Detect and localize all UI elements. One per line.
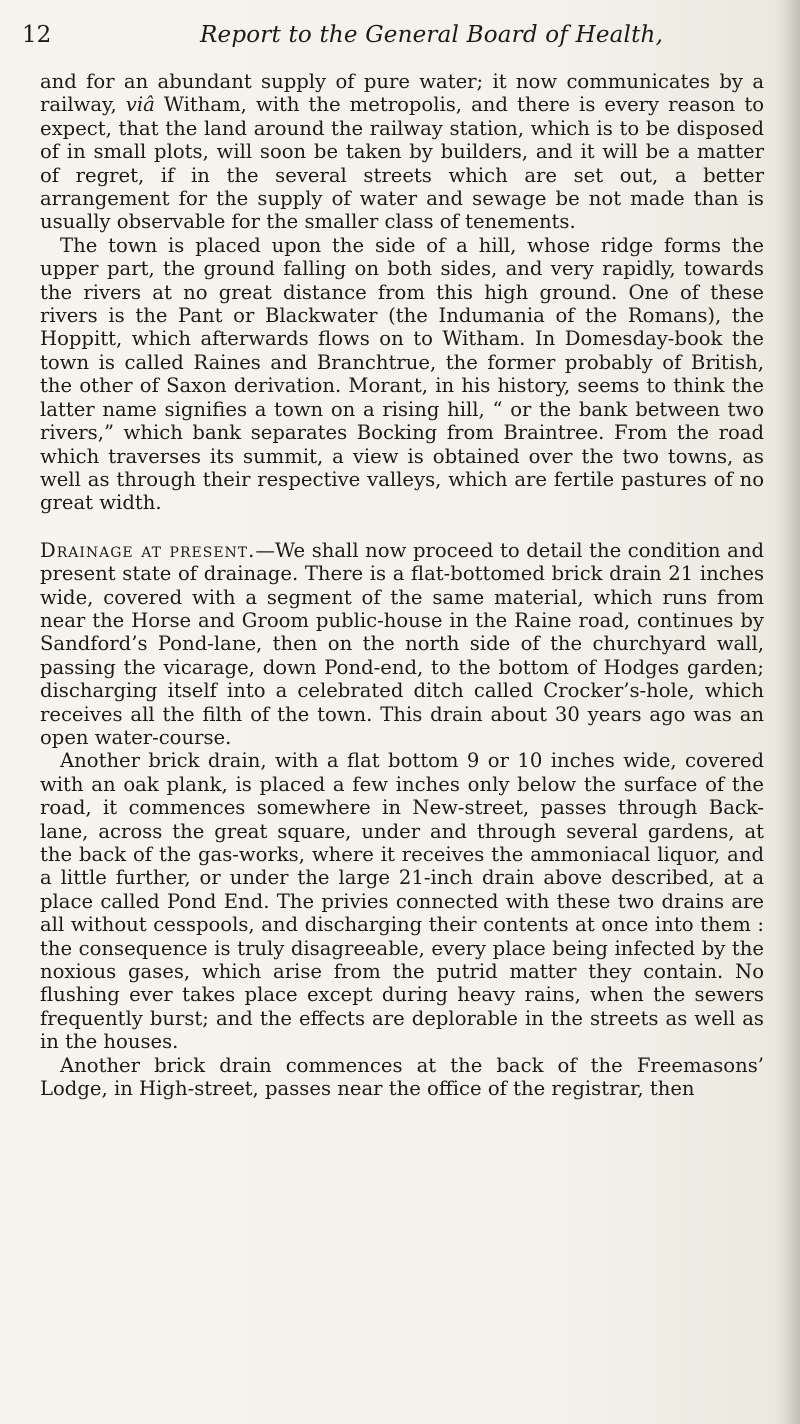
section-gap [40,515,764,539]
paragraph-1-text-b: Witham, with the metropolis, and there is every reason to expect, that the land around the railway station, which is to be disposed of in small plots, will soon be taken by builders, and it will be a matter of regret, if in the several streets which are set out, a better arrangement for the supply of water and sewage be not made than is usually observable for the smaller class of tenements. [40,93,764,234]
paragraph-3-text: —We shall now proceed to detail the condition and present state of drainage. There is a flat-bottomed brick drain 21 inches wide, covered with a segment of the same material, which runs from near the Horse and Groom public-house in the Raine road, continues by Sandford’s Pond-lane, then on the north side of the churchyard wall, passing the vicarage, down Pond-end, to the bottom of Hodges garden; discharging itself into a celebrated ditch called Crocker’s-hole, which receives all the filth of the town. This drain about 30 years ago was an open water-course. [40,538,764,749]
page-header [22,6,782,48]
paragraph-1-italic: viâ [125,93,155,117]
paragraph-2: The town is placed upon the side of a hill, whose ridge forms the upper part, the ground falling on both sides, and very rapidly, towards the rivers at no great distance from this high ground. One of these rivers is the Pant or Blackwater (the Indumania of the Romans), the Hoppitt, which afterwards flows on to Witham. In Domesday-book the town is called Raines and Branchtrue, the former probably of British, the other of Saxon derivation. Morant, in his history, seems to think the latter name signifies a town on a rising hill, “ or the bank between two rivers,” which bank separates Bocking from Braintree. From the road which traverses its summit, a view is obtained over the two towns, as well as through their respective valleys, which are fertile pastures of no great width. [40,233,764,515]
running-head: Report to the General Board of Health, [200,22,664,48]
body-text [40,70,764,1100]
page-number: 12 [22,22,52,48]
paragraph-3 [40,539,764,750]
paragraph-1-text-a: and for an abundant supply of pure water; it now communicates by a railway, [40,70,764,117]
section-heading-drainage: Drainage at present. [40,538,256,562]
page-gutter-shadow [774,0,800,1424]
paragraph-4: Another brick drain, with a flat bottom 9 or 10 inches wide, covered with an oak plank, is placed a few inches only below the surface of the road, it commences somewhere in New-street, passes through Back-lane, across the great square, under and through several gardens, at the back of the gas-works, where it receives the ammoniacal liquor, and a little further, or under the large 21-inch drain above described, at a place called Pond End. The privies connected with these two drains are all without cesspools, and discharging their contents at once into them : the consequence is truly disagreeable, every place being infected by the noxious gases, which arise from the putrid matter they contain. No flushing ever takes place except during heavy rains, when the sewers frequently burst; and the effects are deplorable in the streets as well as in the houses. [40,749,764,1054]
paragraph-5: Another brick drain commences at the back of the Freemasons’ Lodge, in High-street, passes near the office of the registrar, then [40,1053,764,1101]
paragraph-1 [40,70,764,234]
